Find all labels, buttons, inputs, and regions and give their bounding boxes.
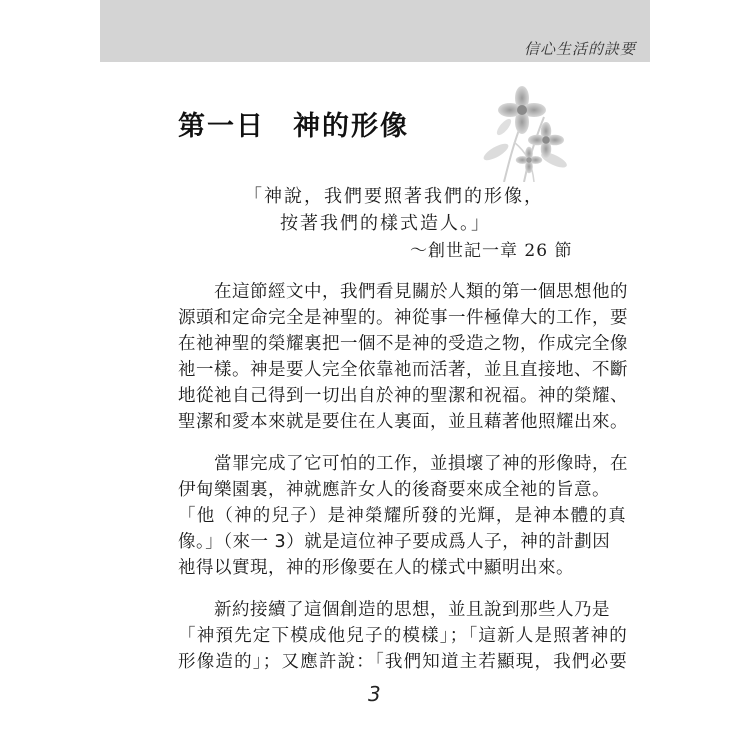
chapter-title: 神的形像 (293, 111, 409, 142)
paragraph-1-line-3: 在祂神聖的榮耀裏把一個不是神的受造之物，作成完全像 (178, 334, 628, 354)
chapter-heading (178, 104, 409, 143)
paragraph-1-line-1: 在這節經文中，我們看見關於人類的第一個思想他的 (178, 282, 628, 302)
paragraph-2-line-3: 「他（神的兒子）是神榮耀所發的光輝，是神本體的真 (178, 506, 627, 526)
paragraph-3-line-3: 形像造的」；又應許說：「我們知道主若顯現，我們必要 (178, 652, 628, 672)
paragraph-1-line-4: 祂一樣。神是要人完全依靠祂而活著，並且直接地、不斷 (178, 360, 628, 380)
paragraph-1-line-2: 源頭和定命完全是神聖的。神從事一件極偉大的工作，要 (178, 308, 628, 328)
running-header-band (100, 0, 650, 62)
epigraph-line-1: 「神說，我們要照著我們的形像， (244, 186, 544, 207)
paragraph-3-line-1: 新約接續了這個創造的思想，並且說到那些人乃是 (178, 600, 610, 620)
paragraph-1-line-6: 聖潔和愛本來就是要住在人裏面，並且藉著他照耀出來。 (178, 412, 628, 432)
flower-illustration-icon (474, 82, 574, 182)
chapter-day: 第一日 (178, 111, 265, 142)
page-number: 3 (368, 682, 381, 706)
epigraph-line-2: 按著我們的樣式造人。」 (280, 213, 491, 234)
paragraph-1-line-5: 地從祂自己得到一切出自於神的聖潔和祝福。神的榮耀、 (178, 386, 628, 406)
running-title: 信心生活的訣要 (523, 40, 636, 58)
epigraph-reference: ～創世記一章 26 節 (410, 241, 573, 261)
paragraph-2-line-4: 像。」（來一 3）就是這位神子要成爲人子，神的計劃因 (178, 532, 611, 552)
paragraph-2-line-1: 當罪完成了它可怕的工作，並損壞了神的形像時，在 (178, 454, 628, 474)
paragraph-2-line-5: 祂得以實現，神的形像要在人的樣式中顯明出來。 (178, 558, 574, 578)
paragraph-3-line-2: 「神預先定下模成他兒子的模樣」；「這新人是照著神的 (178, 626, 628, 646)
paragraph-2-line-2: 伊甸樂園裏，神就應許女人的後裔要來成全祂的旨意。 (178, 480, 610, 500)
